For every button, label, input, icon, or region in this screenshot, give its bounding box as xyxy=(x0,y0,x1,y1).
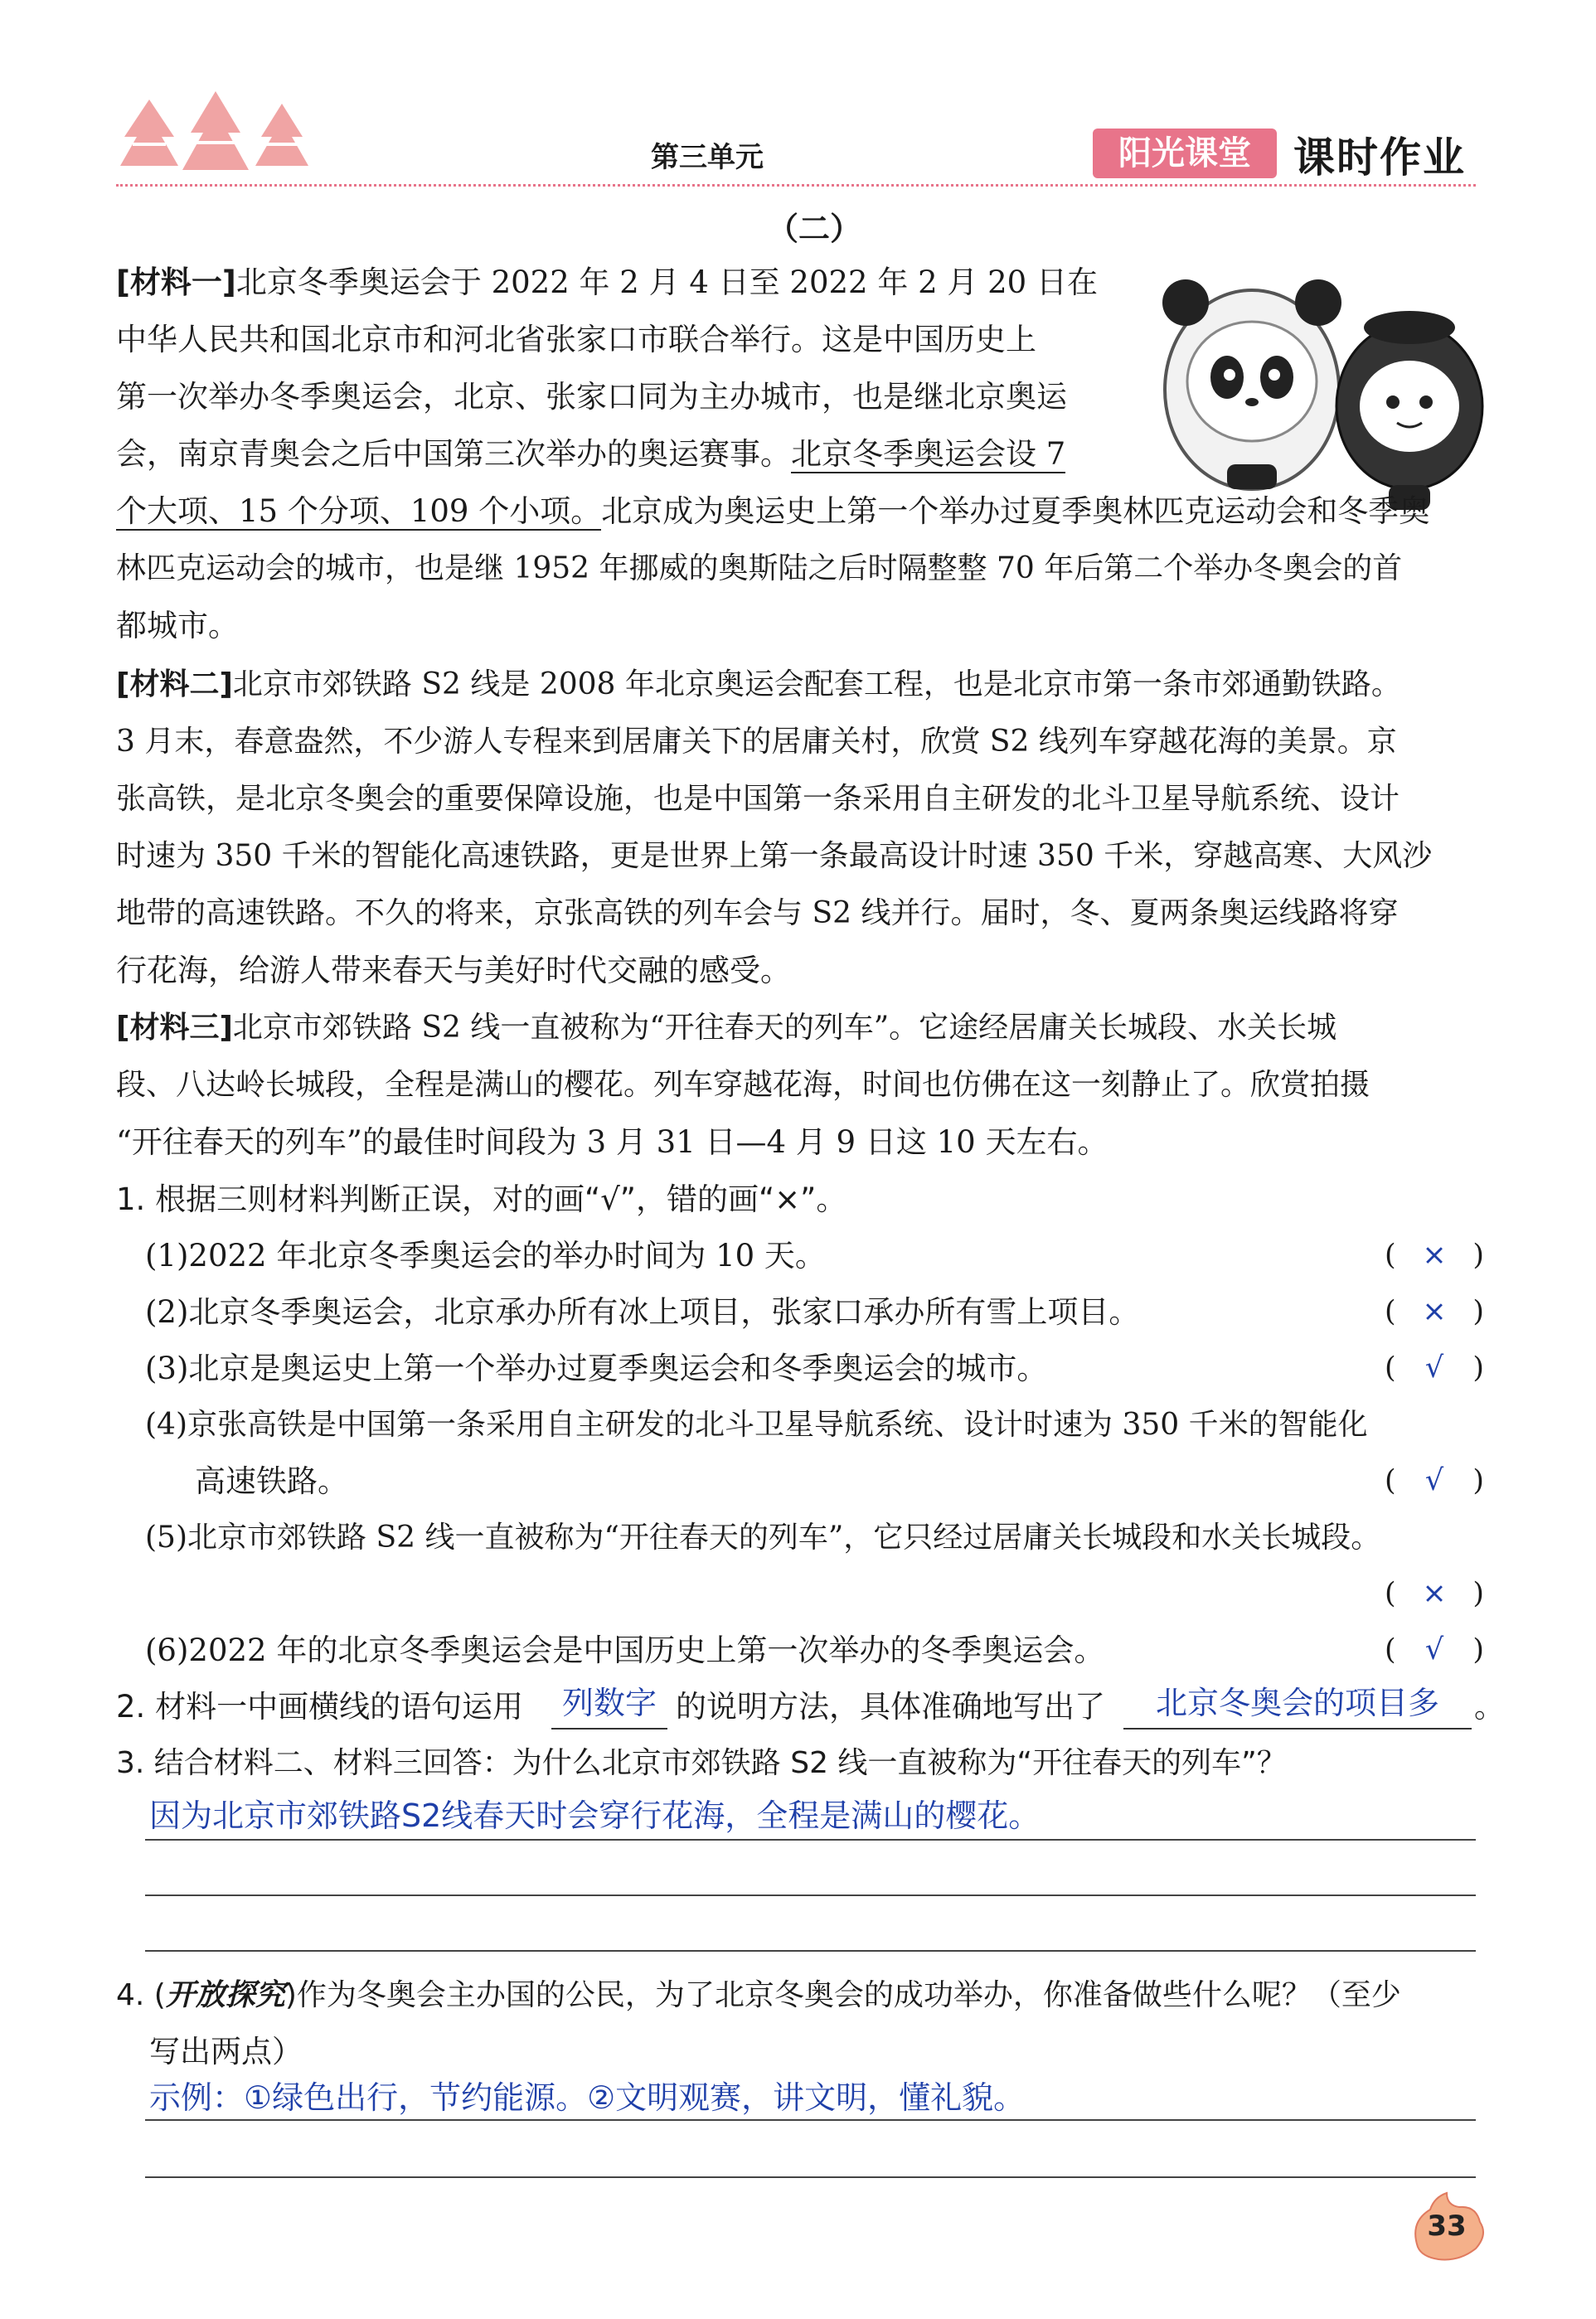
question-3-stem: 3. 结合材料二、材料三回答：为什么北京市郊铁路 S2 线一直被称为“开往春天的列车”？ xyxy=(116,1746,1287,1780)
question-1-item: (3)北京是奥运史上第一个举办过夏季奥运会和冬季奥运会的城市。 xyxy=(145,1351,1048,1386)
tree-decoration-icon xyxy=(116,91,315,182)
answer-blank-content[interactable]: 北京冬奥会的项目多 xyxy=(1123,1678,1472,1730)
question-1-stem: 1. 根据三则材料判断正误，对的画“√”，错的画“×”。 xyxy=(116,1181,847,1217)
material-2-line: 3 月末，春意盎然，不少游人专程来到居庸关下的居庸关村，欣赏 S2 线列车穿越花海的美景。京 xyxy=(116,725,1397,759)
underlined-sentence: 个大项、15 个分项、109 个小项。 xyxy=(116,493,602,529)
header-badge: 阳光课堂 xyxy=(1093,129,1277,178)
answer-paren[interactable]: ( √ ) xyxy=(1385,1464,1484,1497)
material-1-line: 北京成为奥运史上第一个举办过夏季奥林匹克运动会和冬季奥 xyxy=(601,493,1430,529)
answer-mark: √ xyxy=(1424,1464,1444,1497)
material-2-line: 地带的高速铁路。不久的将来，京张高铁的列车会与 S2 线并行。届时，冬、夏两条奥运线路将穿 xyxy=(116,896,1399,930)
material-3-tag: [材料三] xyxy=(116,1011,233,1045)
answer-paren[interactable]: ( × ) xyxy=(1385,1577,1484,1610)
answer-mark: √ xyxy=(1424,1351,1444,1385)
answer-line xyxy=(145,2119,1476,2121)
question-4-stem: )作为冬奥会主办国的公民，为了北京冬奥会的成功举办，你准备做些什么呢？（至少 xyxy=(284,1978,1401,2012)
material-2-line: 北京市郊铁路 S2 线是 2008 年北京奥运会配套工程，也是北京市第一条市郊通勤铁路。 xyxy=(232,667,1401,701)
lantern-mascot-icon xyxy=(1336,311,1482,510)
material-2-line: 张高铁，是北京冬奥会的重要保障设施，也是中国第一条采用自主研发的北斗卫星导航系统、设计 xyxy=(116,782,1400,816)
open-inquiry-tag: 开放探究 xyxy=(165,1978,285,2012)
material-3-line: 段、八达岭长城段，全程是满山的樱花。列车穿越花海，时间也仿佛在这一刻静止了。欣赏拍摄 xyxy=(116,1068,1370,1102)
answer-line xyxy=(145,1839,1476,1841)
answer-paren[interactable]: ( √ ) xyxy=(1385,1351,1484,1385)
answer-mark: √ xyxy=(1424,1633,1444,1666)
material-3-line: 北京市郊铁路 S2 线一直被称为“开往春天的列车”。它途经居庸关长城段、水关长城 xyxy=(232,1011,1337,1045)
material-2-line: 时速为 350 千米的智能化高速铁路，更是世界上第一条最高设计时速 350 千米，穿越高寒、大风沙 xyxy=(116,839,1433,873)
answer-paren[interactable]: ( × ) xyxy=(1385,1295,1484,1328)
answer-line xyxy=(145,1950,1476,1952)
question-1-item: (1)2022 年北京冬季奥运会的举办时间为 10 天。 xyxy=(145,1238,826,1274)
question-1-item: (2)北京冬季奥运会，北京承办所有冰上项目，张家口承办所有雪上项目。 xyxy=(145,1294,1140,1330)
question-1-item-cont: 高速铁路。 xyxy=(195,1463,348,1499)
answer-paren[interactable]: ( √ ) xyxy=(1385,1633,1484,1666)
material-1-line: 林匹克运动会的城市，也是继 1952 年挪威的奥斯陆之后时隔整整 70 年后第二个举办冬奥会的首 xyxy=(116,551,1403,585)
header-title: 课时作业 xyxy=(1293,133,1466,182)
section-title: （二） xyxy=(767,211,862,247)
question-4-prefix: 4. ( xyxy=(116,1978,166,2012)
question-1-item: (6)2022 年的北京冬季奥运会是中国历史上第一次举办的冬季奥运会。 xyxy=(145,1633,1105,1668)
material-2-line: 行花海，给游人带来春天与美好时代交融的感受。 xyxy=(116,953,791,988)
answer-line xyxy=(145,2176,1476,2178)
question-1-item: (4)京张高铁是中国第一条采用自主研发的北斗卫星导航系统、设计时速为 350 千米的智能化 xyxy=(145,1408,1368,1442)
header-divider xyxy=(116,184,1476,187)
material-1-tag: [材料一] xyxy=(116,264,236,300)
answer-paren[interactable]: ( × ) xyxy=(1385,1239,1484,1272)
mascots-illustration xyxy=(1144,265,1492,514)
question-4-stem-cont: 写出两点） xyxy=(149,2034,303,2069)
question-4-answer[interactable]: 示例：①绿色出行，节约能源。②文明观赛，讲文明，懂礼貌。 xyxy=(149,2079,1026,2116)
question-2-prefix: 2. 材料一中画横线的语句运用 xyxy=(116,1689,524,1725)
answer-mark: × xyxy=(1422,1239,1447,1272)
question-2-middle: 的说明方法，具体准确地写出了 xyxy=(676,1689,1105,1725)
answer-blank-method[interactable]: 列数字 xyxy=(551,1678,667,1730)
answer-line xyxy=(145,1894,1476,1896)
material-1-line: 第一次举办冬季奥运会，北京、张家口同为主办城市，也是继北京奥运 xyxy=(116,379,1067,415)
material-2-tag: [材料二] xyxy=(116,667,233,701)
material-1-line: 会，南京青奥会之后中国第三次举办的奥运赛事。 xyxy=(116,436,791,472)
answer-mark: × xyxy=(1422,1577,1447,1610)
material-1-line: 都城市。 xyxy=(116,608,239,643)
page-number: 33 xyxy=(1427,2210,1467,2243)
question-3-answer[interactable]: 因为北京市郊铁路S2线春天时会穿行花海，全程是满山的樱花。 xyxy=(149,1797,1041,1834)
question-1-item: (5)北京市郊铁路 S2 线一直被称为“开往春天的列车”，它只经过居庸关长城段和水关长城段。 xyxy=(145,1521,1381,1555)
material-3-line: “开往春天的列车”的最佳时间段为 3 月 31 日—4 月 9 日这 10 天左右。 xyxy=(116,1124,1108,1160)
panda-mascot-icon xyxy=(1162,279,1341,489)
unit-title: 第三单元 xyxy=(651,141,764,174)
question-2-suffix: 。 xyxy=(1474,1689,1505,1725)
material-1-line: 中华人民共和国北京市和河北省张家口市联合举行。这是中国历史上 xyxy=(116,322,1036,357)
answer-mark: × xyxy=(1422,1295,1447,1328)
underlined-sentence: 北京冬季奥运会设 7 xyxy=(791,436,1066,472)
material-1-line: 北京冬季奥运会于 2022 年 2 月 4 日至 2022 年 2 月 20 日在 xyxy=(235,264,1098,300)
